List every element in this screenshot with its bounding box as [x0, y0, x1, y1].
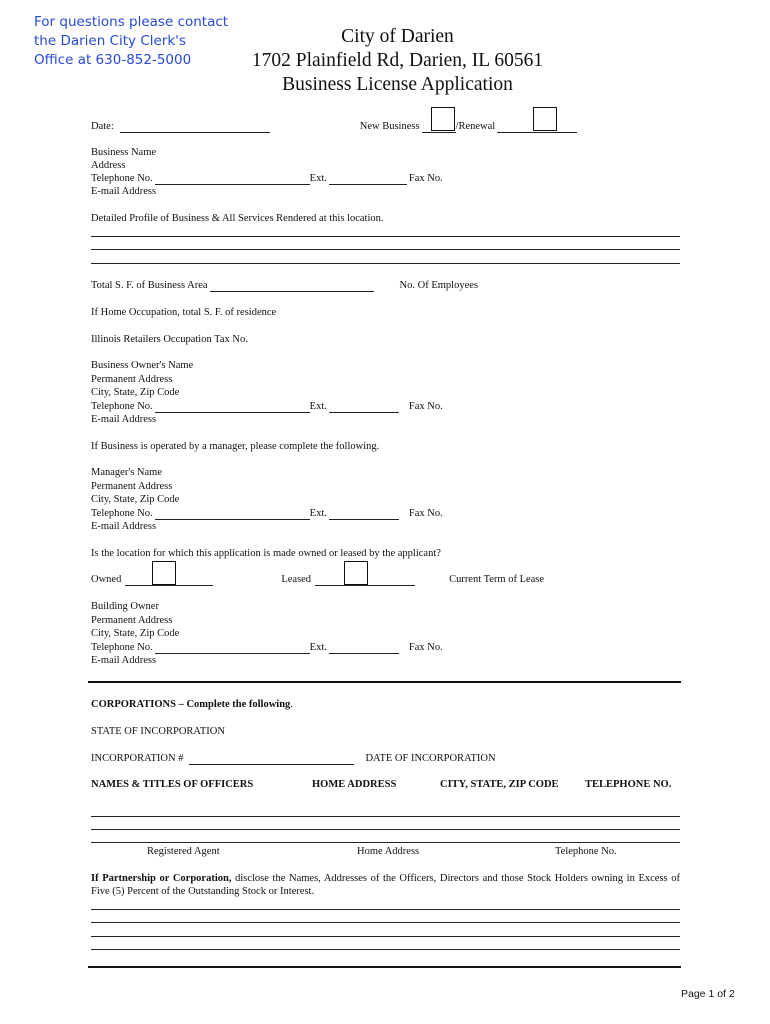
- corporations-heading: CORPORATIONS – Complete the following: [91, 699, 291, 710]
- telephone-label: Telephone No.: [91, 401, 153, 412]
- building-owner-row: [91, 600, 680, 613]
- business-address-label: Address: [91, 160, 126, 171]
- officers-city-header: CITY, STATE, ZIP CODE: [440, 779, 559, 790]
- fax-label: Fax No.: [408, 401, 443, 412]
- owned-checkbox[interactable]: [152, 561, 176, 585]
- building-city-row: [91, 627, 680, 640]
- page-number: Page 1 of 2: [681, 988, 735, 1000]
- incorporation-date-label: DATE OF INCORPORATION: [365, 753, 496, 764]
- lease-term-label: Current Term of Lease: [449, 574, 545, 585]
- stockholder-line[interactable]: [91, 949, 680, 950]
- ext-field[interactable]: [329, 402, 399, 413]
- manager-note-row: [91, 440, 680, 453]
- building-address-label: Permanent Address: [91, 615, 173, 626]
- profile-line[interactable]: [91, 249, 680, 250]
- manager-name-row: [91, 466, 680, 479]
- email-label: E-mail Address: [91, 521, 157, 532]
- ext-field[interactable]: [329, 643, 399, 654]
- total-sf-label: Total S. F. of Business Area: [91, 280, 208, 291]
- email-label: E-mail Address: [91, 655, 157, 666]
- telephone-field[interactable]: [155, 402, 310, 413]
- owner-phone-row: [91, 400, 680, 413]
- corporations-heading-period: .: [290, 699, 293, 710]
- business-name-row: [91, 146, 680, 159]
- owner-address-label: Permanent Address: [91, 374, 173, 385]
- incorporation-row: [91, 752, 680, 765]
- profile-prompt: Detailed Profile of Business & All Services Rendered at this location.: [91, 213, 384, 224]
- state-incorporation-row: [91, 725, 680, 738]
- owner-city-label: City, State, Zip Code: [91, 387, 180, 398]
- home-occupation-label: If Home Occupation, total S. F. of residence: [91, 307, 277, 318]
- location-question-row: [91, 547, 680, 560]
- manager-address-row: [91, 480, 680, 493]
- tax-label: Illinois Retailers Occupation Tax No.: [91, 334, 248, 345]
- new-business-checkbox[interactable]: [431, 107, 455, 131]
- area-row: [91, 279, 680, 292]
- ownership-row: [91, 573, 680, 586]
- contact-note-line: the Darien City Clerk's: [34, 33, 186, 49]
- stockholder-line[interactable]: [91, 909, 680, 910]
- building-address-row: [91, 614, 680, 627]
- telephone-label: Telephone No.: [91, 173, 153, 184]
- officers-line[interactable]: [91, 842, 680, 843]
- owner-name-row: [91, 359, 680, 372]
- agent-telephone-label: Telephone No.: [555, 846, 617, 857]
- partnership-text: disclose the Names, Addresses of the Officers, Directors and those Stock Holders owning in Excess of Five (5) Percent of the Outstanding Stock or Interest.: [91, 873, 681, 897]
- manager-city-row: [91, 493, 680, 506]
- contact-note: [34, 13, 244, 70]
- state-incorporation-label: STATE OF INCORPORATION: [91, 726, 225, 737]
- fax-label: Fax No.: [408, 173, 443, 184]
- partnership-paragraph: [91, 872, 680, 898]
- home-occupation-row: [91, 306, 680, 319]
- profile-line[interactable]: [91, 236, 680, 237]
- total-sf-field[interactable]: [210, 281, 374, 292]
- incorporation-number-field[interactable]: [189, 754, 354, 765]
- fax-label: Fax No.: [408, 642, 443, 653]
- building-owner-label: Building Owner: [91, 601, 159, 612]
- business-email-row: [91, 185, 680, 198]
- contact-note-line: For questions please contact: [34, 14, 229, 30]
- leased-label: Leased: [281, 574, 312, 585]
- manager-city-label: City, State, Zip Code: [91, 494, 180, 505]
- agent-home-address-label: Home Address: [357, 846, 420, 857]
- ext-label: Ext.: [309, 173, 327, 184]
- business-phone-row: [91, 172, 680, 185]
- employees-label: No. Of Employees: [399, 280, 478, 291]
- contact-note-line: Office at 630-852-5000: [34, 52, 192, 68]
- city-address: 1702 Plainfield Rd, Darien, IL 60561: [251, 50, 544, 71]
- manager-name-label: Manager's Name: [91, 467, 162, 478]
- leased-checkbox[interactable]: [344, 561, 368, 585]
- profile-line[interactable]: [91, 263, 680, 264]
- new-business-label: New Business: [359, 121, 420, 132]
- ext-field[interactable]: [329, 509, 399, 520]
- manager-address-label: Permanent Address: [91, 481, 173, 492]
- officers-names-header: NAMES & TITLES OF OFFICERS: [91, 779, 254, 790]
- owner-email-row: [91, 413, 680, 426]
- section-divider: [88, 681, 681, 683]
- owned-label: Owned: [91, 574, 122, 585]
- ext-label: Ext.: [309, 642, 327, 653]
- document-title: Business License Application: [282, 74, 513, 95]
- renewal-label: /Renewal: [455, 121, 496, 132]
- partnership-lead: If Partnership or Corporation,: [91, 873, 232, 884]
- date-row: [91, 120, 680, 133]
- manager-email-row: [91, 520, 680, 533]
- city-name: City of Darien: [341, 26, 454, 47]
- officers-line[interactable]: [91, 829, 680, 830]
- building-phone-row: [91, 641, 680, 654]
- profile-prompt-row: [91, 212, 680, 225]
- owner-address-row: [91, 373, 680, 386]
- date-label: Date:: [91, 121, 114, 132]
- document-header: [230, 25, 565, 97]
- manager-phone-row: [91, 507, 680, 520]
- officers-line[interactable]: [91, 816, 680, 817]
- stockholder-line[interactable]: [91, 936, 680, 937]
- officers-home-header: HOME ADDRESS: [312, 779, 397, 790]
- email-label: E-mail Address: [91, 414, 157, 425]
- tax-row: [91, 333, 680, 346]
- incorporation-number-label: INCORPORATION #: [91, 753, 184, 764]
- bottom-divider: [88, 966, 681, 968]
- fax-label: Fax No.: [408, 508, 443, 519]
- ext-label: Ext.: [309, 401, 327, 412]
- manager-note: If Business is operated by a manager, please complete the following.: [91, 441, 380, 452]
- business-address-row: [91, 159, 680, 172]
- renewal-checkbox[interactable]: [533, 107, 557, 131]
- stockholder-line[interactable]: [91, 922, 680, 923]
- building-city-label: City, State, Zip Code: [91, 628, 180, 639]
- email-label: E-mail Address: [91, 186, 157, 197]
- telephone-field[interactable]: [155, 643, 310, 654]
- date-field[interactable]: [120, 122, 270, 133]
- owner-name-label: Business Owner's Name: [91, 360, 194, 371]
- location-question: Is the location for which this application is made owned or leased by the applicant?: [91, 548, 441, 559]
- telephone-label: Telephone No.: [91, 642, 153, 653]
- telephone-field[interactable]: [155, 174, 310, 185]
- building-email-row: [91, 654, 680, 667]
- business-name-label: Business Name: [91, 147, 157, 158]
- ext-field[interactable]: [329, 174, 407, 185]
- telephone-field[interactable]: [155, 509, 310, 520]
- corporations-heading-row: [91, 698, 680, 711]
- telephone-label: Telephone No.: [91, 508, 153, 519]
- ext-label: Ext.: [309, 508, 327, 519]
- registered-agent-label: Registered Agent: [147, 846, 220, 857]
- officers-telephone-header: TELEPHONE NO.: [585, 779, 672, 790]
- owner-city-row: [91, 386, 680, 399]
